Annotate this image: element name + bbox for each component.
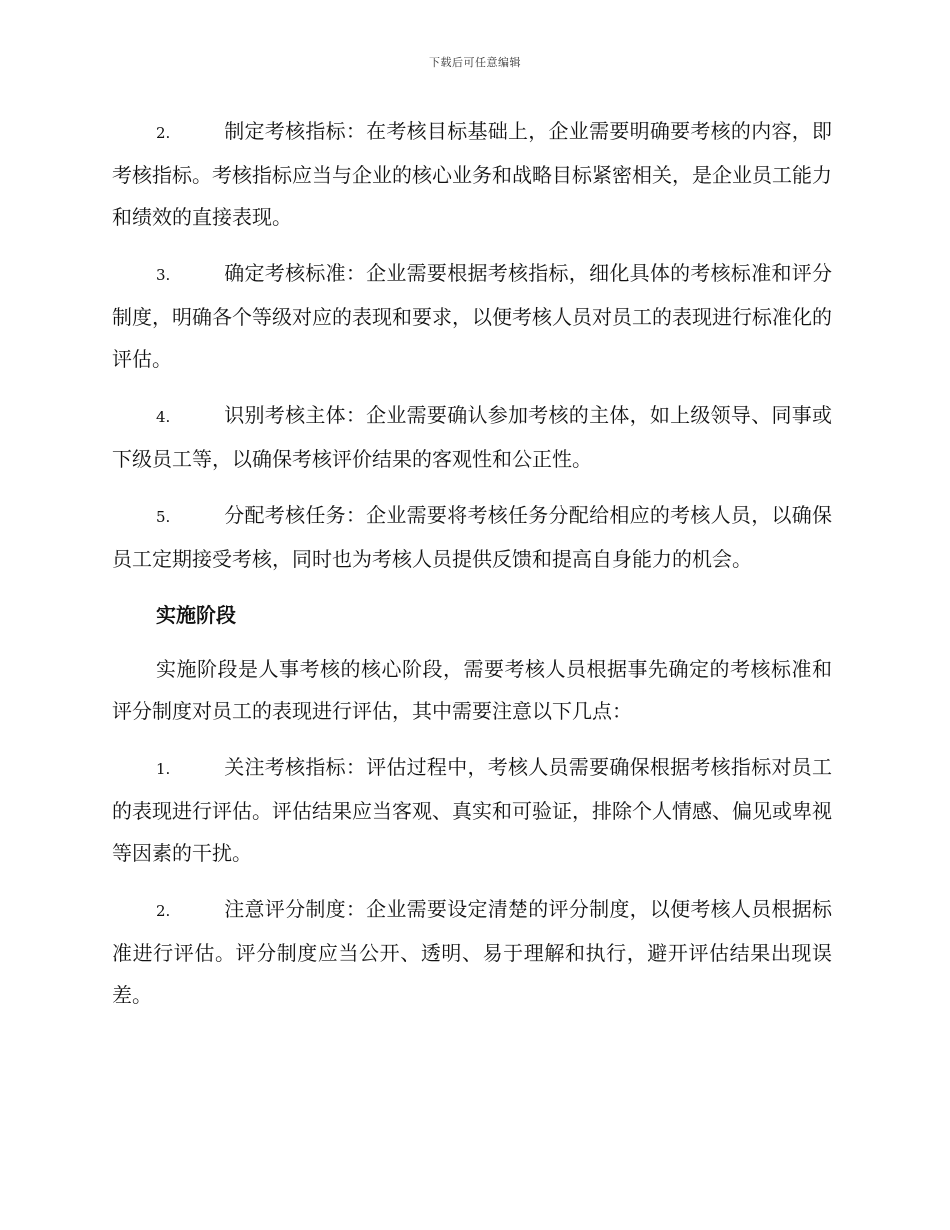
- section-heading: 实施阶段: [156, 603, 236, 627]
- list-item: [112, 746, 832, 874]
- list-item: [112, 110, 832, 238]
- list-item-number: 3.: [156, 266, 171, 284]
- list-item-number: 1.: [156, 760, 171, 778]
- list-item-text: 识别考核主体：企业需要确认参加考核的主体，如上级领导、同事或下级员工等，以确保考核评价结果的客观性和公正性。: [112, 403, 832, 471]
- list-item-text: 分配考核任务：企业需要将考核任务分配给相应的考核人员，以确保员工定期接受考核，同时也为考核人员提供反馈和提高自身能力的机会。: [112, 503, 832, 571]
- page-header: 下载后可任意编辑: [429, 56, 521, 69]
- list-item-text: 关注考核指标：评估过程中，考核人员需要确保根据考核指标对员工的表现进行评估。评估结果应当客观、真实和可验证，排除个人情感、偏见或卑视等因素的干扰。: [112, 755, 832, 865]
- list-item-number: 2.: [156, 902, 171, 920]
- list-item: [112, 494, 832, 580]
- list-item: [112, 252, 832, 380]
- list-item-text: 注意评分制度：企业需要设定清楚的评分制度，以便考核人员根据标准进行评估。评分制度应当公开、透明、易于理解和执行，避开评估结果出现误差。: [112, 897, 832, 1007]
- list-item-text: 确定考核标准：企业需要根据考核指标，细化具体的考核标准和评分制度，明确各个等级对应的表现和要求，以便考核人员对员工的表现进行标准化的评估。: [112, 261, 832, 371]
- list-item-number: 4.: [156, 408, 171, 426]
- list-item-text: 制定考核指标：在考核目标基础上，企业需要明确要考核的内容，即考核指标。考核指标应当与企业的核心业务和战略目标紧密相关，是企业员工能力和绩效的直接表现。: [112, 119, 832, 229]
- list-item-number: 5.: [156, 508, 171, 526]
- list-item-number: 2.: [156, 124, 171, 142]
- list-item: [112, 888, 832, 1016]
- document-body: [112, 110, 832, 1030]
- list-item: [112, 394, 832, 480]
- section-intro: 实施阶段是人事考核的核心阶段，需要考核人员根据事先确定的考核标准和评分制度对员工的表现进行评估，其中需要注意以下几点：: [112, 657, 832, 723]
